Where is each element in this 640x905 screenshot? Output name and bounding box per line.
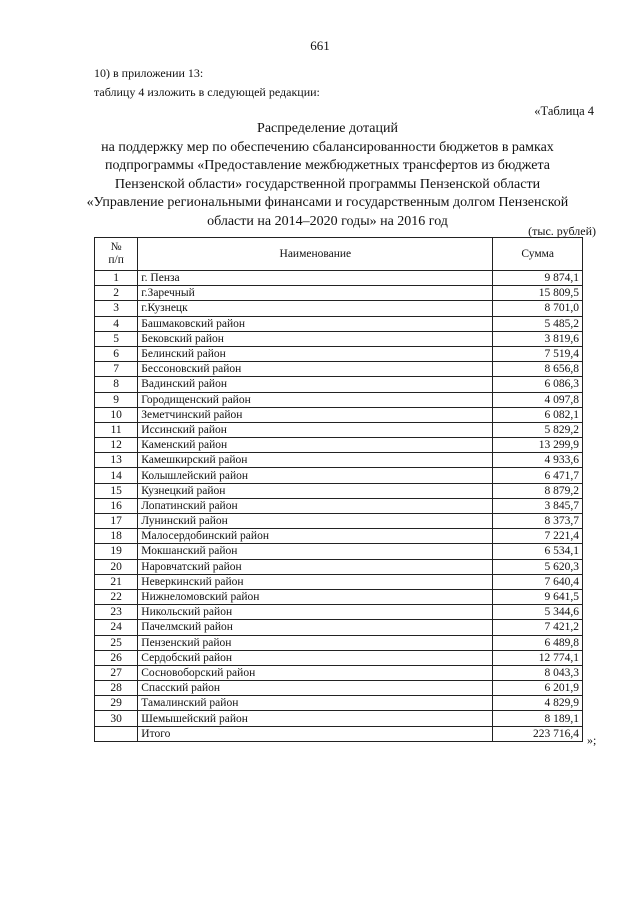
title-line: подпрограммы «Предоставление межбюджетных трансфертов из бюджета bbox=[105, 158, 550, 173]
row-name: Вадинский район bbox=[138, 377, 493, 392]
row-name: Сосновоборский район bbox=[138, 665, 493, 680]
subsidy-table bbox=[94, 237, 583, 742]
table-row bbox=[95, 407, 583, 422]
row-number: 11 bbox=[95, 422, 138, 437]
table-row bbox=[95, 392, 583, 407]
row-name: Каменский район bbox=[138, 438, 493, 453]
row-sum: 6 534,1 bbox=[493, 544, 583, 559]
intro-amendment-line: 10) в приложении 13: bbox=[94, 66, 204, 80]
table-row bbox=[95, 529, 583, 544]
row-number: 1 bbox=[95, 271, 138, 286]
row-name: Малосердобинский район bbox=[138, 529, 493, 544]
header-sum: Сумма bbox=[493, 238, 583, 271]
row-number: 18 bbox=[95, 529, 138, 544]
row-name: Колышлейский район bbox=[138, 468, 493, 483]
table-row bbox=[95, 271, 583, 286]
table-row bbox=[95, 453, 583, 468]
closing-mark: »; bbox=[587, 733, 597, 747]
row-sum: 6 471,7 bbox=[493, 468, 583, 483]
row-name: г.Кузнецк bbox=[138, 301, 493, 316]
table-row bbox=[95, 574, 583, 589]
table-row bbox=[95, 711, 583, 726]
row-name: Неверкинский район bbox=[138, 574, 493, 589]
row-name: Спасский район bbox=[138, 681, 493, 696]
row-number: 9 bbox=[95, 392, 138, 407]
row-number: 8 bbox=[95, 377, 138, 392]
table-header-row bbox=[95, 238, 583, 271]
row-number: 2 bbox=[95, 286, 138, 301]
total-number-cell bbox=[95, 726, 138, 741]
row-sum: 6 086,3 bbox=[493, 377, 583, 392]
header-name: Наименование bbox=[138, 238, 493, 271]
row-sum: 7 640,4 bbox=[493, 574, 583, 589]
row-sum: 5 344,6 bbox=[493, 605, 583, 620]
table-row bbox=[95, 514, 583, 529]
title-line: области на 2014–2020 годы» на 2016 год bbox=[207, 213, 448, 229]
row-name: Белинский район bbox=[138, 346, 493, 361]
row-sum: 8 656,8 bbox=[493, 362, 583, 377]
row-name: Пачелмский район bbox=[138, 620, 493, 635]
row-number: 5 bbox=[95, 331, 138, 346]
row-number: 15 bbox=[95, 483, 138, 498]
row-number: 7 bbox=[95, 362, 138, 377]
table-row bbox=[95, 377, 583, 392]
total-label: Итого bbox=[138, 726, 493, 741]
header-number-abbr: п/п bbox=[108, 254, 124, 266]
row-sum: 13 299,9 bbox=[493, 438, 583, 453]
row-number: 21 bbox=[95, 574, 138, 589]
row-name: Нижнеломовский район bbox=[138, 589, 493, 604]
table-row bbox=[95, 681, 583, 696]
row-number: 6 bbox=[95, 346, 138, 361]
row-name: Лопатинский район bbox=[138, 498, 493, 513]
title-line: «Управление региональными финансами и государственным долгом Пензенской bbox=[86, 195, 569, 210]
table-row bbox=[95, 286, 583, 301]
row-name: Тамалинский район bbox=[138, 696, 493, 711]
row-sum: 8 373,7 bbox=[493, 514, 583, 529]
row-sum: 4 829,9 bbox=[493, 696, 583, 711]
row-number: 16 bbox=[95, 498, 138, 513]
row-sum: 7 421,2 bbox=[493, 620, 583, 635]
row-sum: 5 620,3 bbox=[493, 559, 583, 574]
row-number: 23 bbox=[95, 605, 138, 620]
row-number: 25 bbox=[95, 635, 138, 650]
table-row bbox=[95, 483, 583, 498]
table-row bbox=[95, 589, 583, 604]
row-name: Камешкирский район bbox=[138, 453, 493, 468]
table-row bbox=[95, 605, 583, 620]
row-sum: 6 082,1 bbox=[493, 407, 583, 422]
row-number: 17 bbox=[95, 514, 138, 529]
table-row bbox=[95, 362, 583, 377]
row-sum: 9 874,1 bbox=[493, 271, 583, 286]
row-name: Кузнецкий район bbox=[138, 483, 493, 498]
table-row bbox=[95, 316, 583, 331]
row-name: Городищенский район bbox=[138, 392, 493, 407]
row-sum: 5 485,2 bbox=[493, 316, 583, 331]
page-number: 661 bbox=[310, 38, 330, 53]
row-number: 22 bbox=[95, 589, 138, 604]
header-number bbox=[95, 238, 138, 271]
row-number: 12 bbox=[95, 438, 138, 453]
row-sum: 5 829,2 bbox=[493, 422, 583, 437]
row-number: 3 bbox=[95, 301, 138, 316]
total-sum: 223 716,4 bbox=[493, 726, 583, 741]
table-body bbox=[95, 271, 583, 727]
row-name: Мокшанский район bbox=[138, 544, 493, 559]
row-sum: 8 701,0 bbox=[493, 301, 583, 316]
table-row bbox=[95, 346, 583, 361]
table-row bbox=[95, 498, 583, 513]
row-number: 13 bbox=[95, 453, 138, 468]
row-number: 10 bbox=[95, 407, 138, 422]
row-number: 4 bbox=[95, 316, 138, 331]
row-sum: 7 519,4 bbox=[493, 346, 583, 361]
document-title bbox=[60, 120, 595, 231]
row-sum: 8 043,3 bbox=[493, 665, 583, 680]
row-sum: 6 489,8 bbox=[493, 635, 583, 650]
row-number: 24 bbox=[95, 620, 138, 635]
row-name: Земетчинский район bbox=[138, 407, 493, 422]
header-number-symbol: № bbox=[110, 241, 122, 253]
row-number: 14 bbox=[95, 468, 138, 483]
units-label: (тыс. рублей) bbox=[528, 224, 596, 238]
row-number: 20 bbox=[95, 559, 138, 574]
row-sum: 7 221,4 bbox=[493, 529, 583, 544]
row-name: г.Заречный bbox=[138, 286, 493, 301]
row-name: Пензенский район bbox=[138, 635, 493, 650]
table-row bbox=[95, 696, 583, 711]
row-sum: 12 774,1 bbox=[493, 650, 583, 665]
table-row bbox=[95, 422, 583, 437]
row-sum: 3 819,6 bbox=[493, 331, 583, 346]
row-name: г. Пенза bbox=[138, 271, 493, 286]
table-row bbox=[95, 635, 583, 650]
row-number: 26 bbox=[95, 650, 138, 665]
title-line: Распределение дотаций bbox=[257, 121, 398, 136]
row-sum: 15 809,5 bbox=[493, 286, 583, 301]
table-row bbox=[95, 301, 583, 316]
row-number: 30 bbox=[95, 711, 138, 726]
row-sum: 8 879,2 bbox=[493, 483, 583, 498]
row-number: 28 bbox=[95, 681, 138, 696]
table-row bbox=[95, 559, 583, 574]
row-number: 29 bbox=[95, 696, 138, 711]
table-row bbox=[95, 438, 583, 453]
row-name: Бессоновский район bbox=[138, 362, 493, 377]
row-name: Никольский район bbox=[138, 605, 493, 620]
row-name: Иссинский район bbox=[138, 422, 493, 437]
row-name: Бековский район bbox=[138, 331, 493, 346]
title-line: Пензенской области» государственной программы Пензенской области bbox=[114, 176, 541, 192]
row-number: 27 bbox=[95, 665, 138, 680]
row-sum: 6 201,9 bbox=[493, 681, 583, 696]
table-row bbox=[95, 468, 583, 483]
table-row bbox=[95, 665, 583, 680]
row-sum: 9 641,5 bbox=[493, 589, 583, 604]
row-sum: 4 097,8 bbox=[493, 392, 583, 407]
row-name: Башмаковский район bbox=[138, 316, 493, 331]
intro-instruction-line: таблицу 4 изложить в следующей редакции: bbox=[94, 85, 320, 99]
table-total-row bbox=[95, 726, 583, 741]
table-reference: «Таблица 4 bbox=[534, 104, 594, 118]
row-name: Шемышейский район bbox=[138, 711, 493, 726]
table-row bbox=[95, 620, 583, 635]
table-row bbox=[95, 650, 583, 665]
table-row bbox=[95, 331, 583, 346]
row-name: Наровчатский район bbox=[138, 559, 493, 574]
row-number: 19 bbox=[95, 544, 138, 559]
row-name: Лунинский район bbox=[138, 514, 493, 529]
row-sum: 4 933,6 bbox=[493, 453, 583, 468]
row-sum: 8 189,1 bbox=[493, 711, 583, 726]
title-line: на поддержку мер по обеспечению сбалансированности бюджетов в рамках bbox=[101, 139, 554, 155]
table-row bbox=[95, 544, 583, 559]
row-name: Сердобский район bbox=[138, 650, 493, 665]
row-sum: 3 845,7 bbox=[493, 498, 583, 513]
